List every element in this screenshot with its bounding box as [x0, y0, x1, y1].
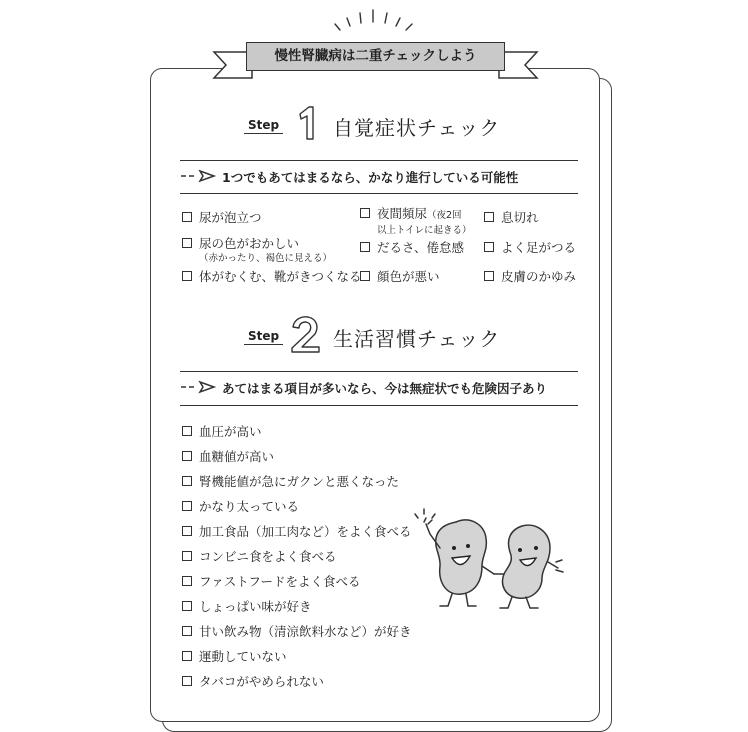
checkbox[interactable]	[182, 551, 192, 561]
header-ribbon: 慢性腎臓病は二重チェックしよう	[246, 42, 505, 71]
step2-badge: Step	[244, 329, 283, 345]
checkbox-item[interactable]: 息切れ	[484, 210, 539, 226]
checkbox[interactable]	[182, 526, 192, 536]
checkbox-item[interactable]: よく足がつる	[484, 240, 576, 256]
checkbox-item[interactable]: タバコがやめられない	[182, 674, 412, 699]
checkbox[interactable]	[182, 426, 192, 436]
checkbox[interactable]	[182, 212, 192, 222]
checkbox-item[interactable]: 血糖値が高い	[182, 449, 412, 474]
checkbox-item[interactable]: かなり太っている	[182, 499, 412, 524]
checkbox[interactable]	[182, 601, 192, 611]
step2-rule-bottom	[180, 405, 578, 406]
step2-rule-top	[180, 371, 578, 372]
checkbox-item[interactable]: 血圧が高い	[182, 424, 412, 449]
checkbox-item[interactable]: 顔色が悪い	[360, 269, 440, 285]
burst-lines	[330, 4, 420, 34]
checkbox[interactable]	[182, 271, 192, 281]
checkbox[interactable]	[182, 238, 192, 248]
checkbox[interactable]	[182, 451, 192, 461]
step1-subtitle: 1つでもあてはまるなら、かなり進行している可能性	[222, 170, 519, 185]
checkbox[interactable]	[182, 676, 192, 686]
arrow-icon	[180, 380, 218, 394]
checkbox[interactable]	[182, 476, 192, 486]
checkbox-item[interactable]: ファストフードをよく食べる	[182, 574, 412, 599]
checkbox-item[interactable]: 体がむくむ、靴がきつくなる	[182, 269, 362, 285]
checkbox[interactable]	[484, 271, 494, 281]
checkbox-item[interactable]: 運動していない	[182, 649, 412, 674]
step1-rule-bottom	[180, 193, 578, 194]
checkbox-item[interactable]: 加工食品（加工肉など）をよく食べる	[182, 524, 412, 549]
step1-title: 自覚症状チェック	[333, 116, 501, 140]
step2-subtitle: あてはまる項目が多いなら、今は無症状でも危険因子あり	[222, 381, 548, 396]
checkbox-item[interactable]: 夜間頻尿（夜2回 以上トイレに起きる）	[360, 206, 472, 237]
checkbox[interactable]	[360, 271, 370, 281]
checkbox-item[interactable]: 尿の色がおかしい （赤かったり、褐色に見える）	[182, 236, 332, 265]
checkbox[interactable]	[484, 212, 494, 222]
kidney-bean-characters-illustration	[410, 508, 568, 612]
checkbox-item[interactable]: だるさ、倦怠感	[360, 240, 464, 256]
checkbox[interactable]	[484, 242, 494, 252]
checkbox-item[interactable]: しょっぱい味が好き	[182, 599, 412, 624]
checkbox[interactable]	[360, 208, 370, 218]
checkbox[interactable]	[360, 242, 370, 252]
checkbox-item[interactable]: 甘い飲み物（清涼飲料水など）が好き	[182, 624, 412, 649]
step1-badge: Step	[244, 118, 283, 134]
step1-rule-top	[180, 160, 578, 161]
step2-number	[288, 315, 324, 355]
step2-title: 生活習慣チェック	[333, 327, 501, 351]
checkbox-item[interactable]: 腎機能値が急にガクンと悪くなった	[182, 474, 412, 499]
checkbox[interactable]	[182, 651, 192, 661]
checkbox-item[interactable]: 皮膚のかゆみ	[484, 269, 576, 285]
checkbox[interactable]	[182, 501, 192, 511]
checkbox[interactable]	[182, 626, 192, 636]
step1-number	[292, 104, 322, 142]
checkbox-item[interactable]: 尿が泡立つ	[182, 210, 262, 226]
lifestyle-checklist	[182, 424, 412, 699]
checkbox-item[interactable]: コンビニ食をよく食べる	[182, 549, 412, 574]
arrow-icon	[180, 169, 218, 183]
checkbox[interactable]	[182, 576, 192, 586]
